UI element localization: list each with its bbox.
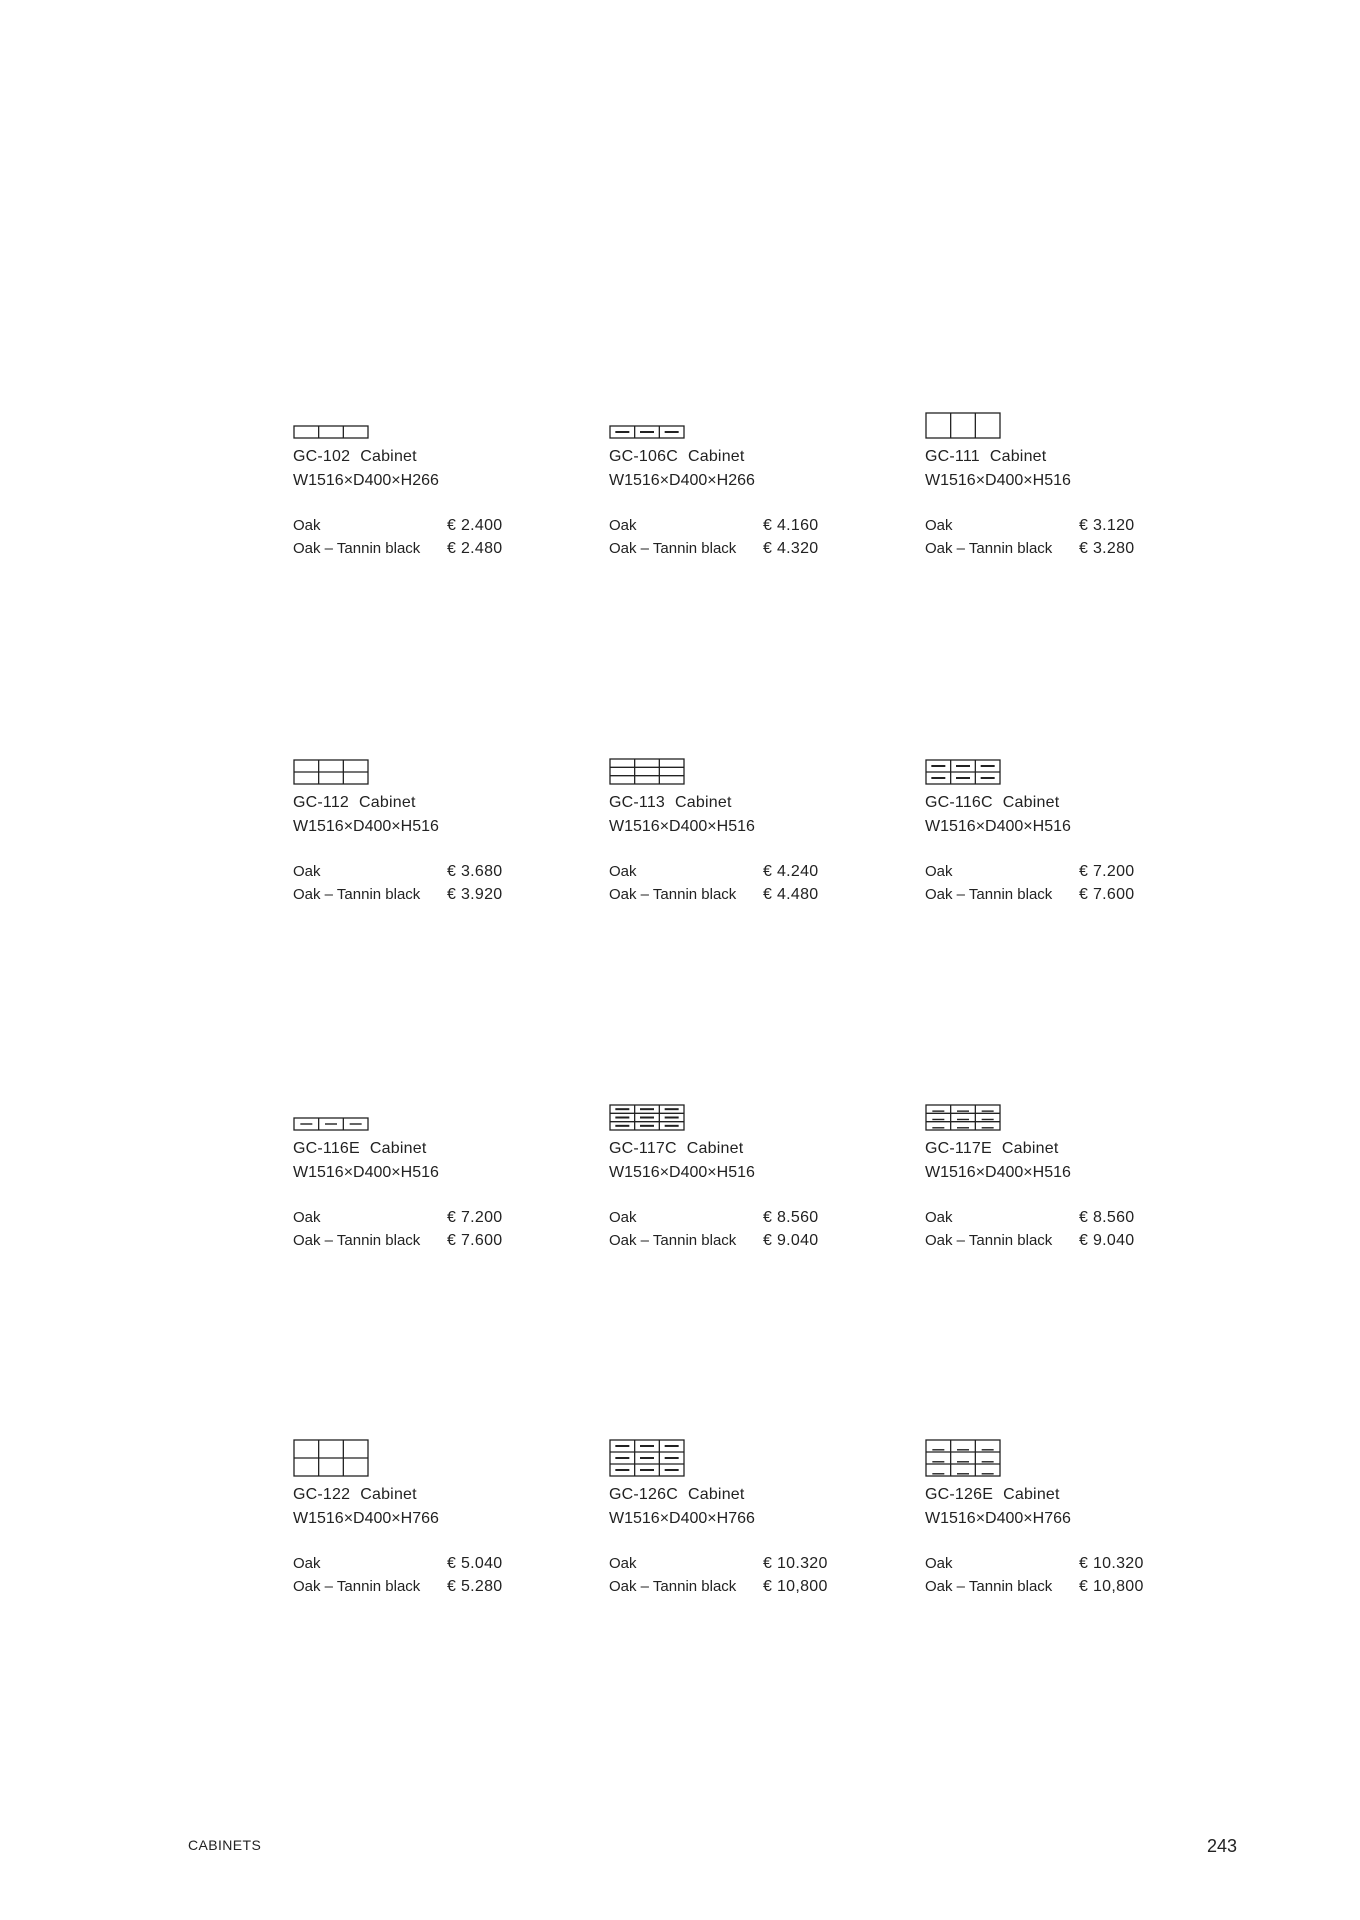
product-title (925, 1140, 1058, 1158)
finish-label: Oak – Tannin black (925, 886, 1053, 903)
cabinet-diagram-icon (293, 425, 369, 439)
price: € 7.200 (447, 1209, 503, 1226)
product-title (293, 1140, 426, 1158)
finish-label: Oak – Tannin black (925, 1578, 1053, 1595)
product-title (925, 1486, 1060, 1504)
finish-label: Oak (609, 517, 637, 534)
finish-label: Oak – Tannin black (609, 1578, 737, 1595)
finish-label: Oak – Tannin black (293, 540, 421, 557)
cabinet-diagram-icon (925, 759, 1001, 785)
product-title (925, 448, 1046, 466)
cabinet-diagram-icon (609, 758, 685, 785)
dimensions: W1516×D400×H766 (925, 1510, 1071, 1527)
finish-label: Oak (293, 1555, 321, 1572)
finish-label: Oak – Tannin black (925, 1232, 1053, 1249)
price: € 5.040 (447, 1555, 503, 1572)
model-code: GC-112 (293, 794, 350, 811)
price: € 10.320 (1079, 1555, 1144, 1572)
price: € 2.400 (447, 517, 503, 534)
price: € 4.240 (763, 863, 819, 880)
price: € 7.600 (1079, 886, 1135, 903)
product-name: Cabinet (359, 794, 416, 811)
model-code: GC-106C (609, 448, 678, 465)
price: € 2.480 (447, 540, 503, 557)
cabinet-diagram-icon (609, 1104, 685, 1131)
product-name: Cabinet (1001, 1140, 1059, 1157)
price: € 7.200 (1079, 863, 1135, 880)
finish-label: Oak – Tannin black (925, 540, 1053, 557)
product-title (609, 794, 732, 812)
dimensions: W1516×D400×H766 (293, 1510, 439, 1527)
dimensions: W1516×D400×H516 (293, 818, 439, 835)
product-name: Cabinet (369, 1140, 427, 1157)
finish-label: Oak – Tannin black (293, 886, 421, 903)
product-title (609, 448, 745, 466)
dimensions: W1516×D400×H766 (609, 1510, 755, 1527)
product-title (293, 794, 416, 812)
finish-label: Oak – Tannin black (293, 1232, 421, 1249)
cabinet-diagram-icon (609, 1439, 685, 1477)
price: € 10,800 (763, 1578, 828, 1595)
cabinet-diagram-icon (925, 1439, 1001, 1477)
product-name: Cabinet (687, 1486, 745, 1503)
dimensions: W1516×D400×H516 (609, 1164, 755, 1181)
finish-label: Oak (293, 863, 321, 880)
finish-label: Oak (925, 1555, 953, 1572)
dimensions: W1516×D400×H266 (293, 472, 439, 489)
price: € 4.320 (763, 540, 819, 557)
cabinet-diagram-icon (609, 425, 685, 439)
product-title (293, 448, 417, 466)
price: € 9.040 (1079, 1232, 1135, 1249)
product-item (293, 1091, 573, 1249)
page-number: 243 (1207, 1836, 1238, 1856)
price: € 3.920 (447, 886, 503, 903)
product-name: Cabinet (686, 1140, 744, 1157)
product-title (293, 1486, 417, 1504)
product-title (609, 1140, 743, 1158)
finish-label: Oak (609, 1555, 637, 1572)
finish-label: Oak (925, 1209, 953, 1226)
price: € 3.280 (1079, 540, 1135, 557)
finish-label: Oak (293, 517, 321, 534)
price: € 10,800 (1079, 1578, 1144, 1595)
price: € 3.120 (1079, 517, 1135, 534)
model-code: GC-117C (609, 1140, 677, 1157)
model-code: GC-113 (609, 794, 666, 811)
price: € 8.560 (1079, 1209, 1135, 1226)
finish-label: Oak – Tannin black (293, 1578, 421, 1595)
product-item (293, 745, 573, 903)
product-name: Cabinet (675, 794, 732, 811)
model-code: GC-116C (925, 794, 993, 811)
dimensions: W1516×D400×H516 (925, 818, 1071, 835)
cabinet-diagram-icon (925, 412, 1001, 439)
product-item (609, 1091, 889, 1249)
product-item (609, 1437, 889, 1595)
product-item (293, 1437, 573, 1595)
product-item (925, 399, 1205, 557)
product-title (609, 1486, 745, 1504)
finish-label: Oak (609, 1209, 637, 1226)
cabinet-diagram-icon (293, 759, 369, 785)
price: € 3.680 (447, 863, 503, 880)
dimensions: W1516×D400×H266 (609, 472, 755, 489)
product-item (925, 1091, 1205, 1249)
product-name: Cabinet (1003, 1486, 1060, 1503)
dimensions: W1516×D400×H516 (293, 1164, 439, 1181)
dimensions: W1516×D400×H516 (925, 1164, 1071, 1181)
dimensions: W1516×D400×H516 (925, 472, 1071, 489)
finish-label: Oak (293, 1209, 321, 1226)
product-name: Cabinet (687, 448, 745, 465)
finish-label: Oak – Tannin black (609, 540, 737, 557)
finish-label: Oak (925, 863, 953, 880)
section-label: CABINETS (188, 1837, 262, 1853)
price: € 4.480 (763, 886, 819, 903)
product-item (925, 745, 1205, 903)
finish-label: Oak – Tannin black (609, 1232, 737, 1249)
product-title (925, 794, 1059, 812)
cabinet-diagram-icon (293, 1439, 369, 1477)
model-code: GC-116E (293, 1140, 360, 1157)
finish-label: Oak (609, 863, 637, 880)
model-code: GC-122 (293, 1486, 351, 1503)
model-code: GC-102 (293, 448, 351, 465)
model-code: GC-111 (925, 448, 980, 465)
product-item (293, 399, 573, 557)
product-name: Cabinet (360, 448, 417, 465)
product-item (925, 1437, 1205, 1595)
finish-label: Oak (925, 517, 953, 534)
product-item (609, 745, 889, 903)
price: € 10.320 (763, 1555, 828, 1572)
price: € 4.160 (763, 517, 819, 534)
product-item (609, 399, 889, 557)
price: € 5.280 (447, 1578, 503, 1595)
price: € 8.560 (763, 1209, 819, 1226)
dimensions: W1516×D400×H516 (609, 818, 755, 835)
cabinet-diagram-icon (925, 1104, 1001, 1131)
finish-label: Oak – Tannin black (609, 886, 737, 903)
model-code: GC-126E (925, 1486, 994, 1503)
product-name: Cabinet (1002, 794, 1060, 811)
price: € 9.040 (763, 1232, 819, 1249)
model-code: GC-126C (609, 1486, 678, 1503)
product-name: Cabinet (989, 448, 1047, 465)
model-code: GC-117E (925, 1140, 992, 1157)
price: € 7.600 (447, 1232, 503, 1249)
product-name: Cabinet (360, 1486, 417, 1503)
cabinet-diagram-icon (293, 1117, 369, 1131)
